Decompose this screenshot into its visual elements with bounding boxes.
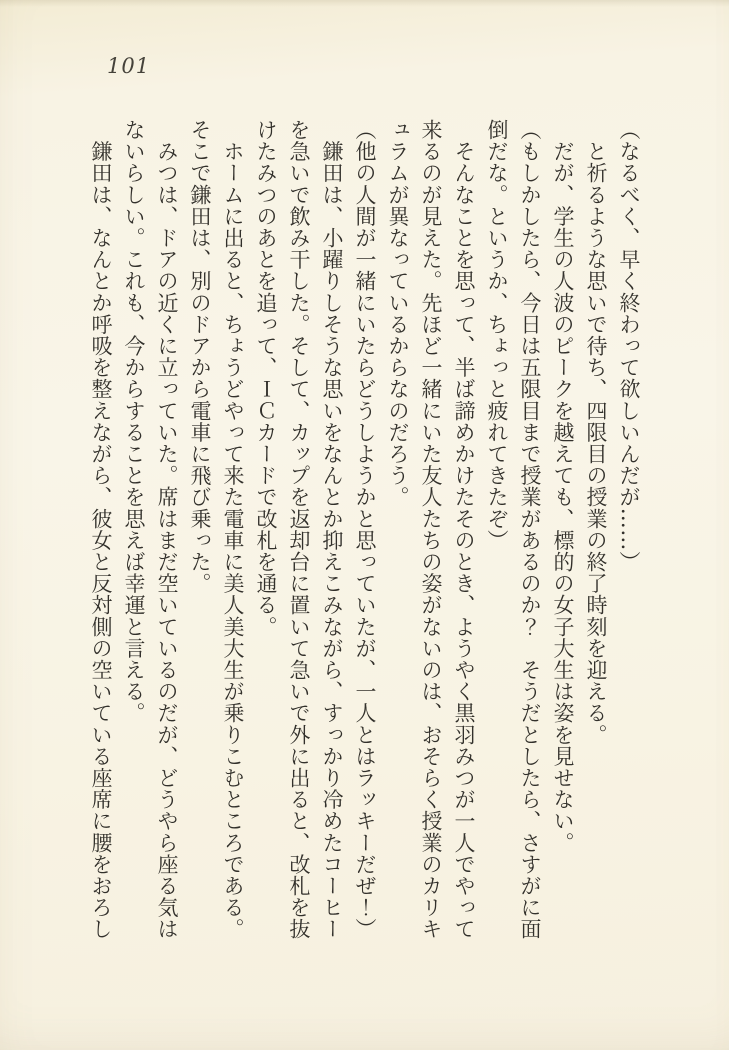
page-number: 101 [107,54,151,78]
text-column: そこで鎌田は、別のドアから電車に飛び乗った。 [188,119,212,595]
text-column: そんなことを思って、半ば諦めかけたそのとき、ようやく黒羽みつが一人でやって [452,119,476,940]
text-column: （他の人間が一緒にいたらどうしようかと思っていたが、一人とはラッキーだぜ！） [353,119,377,940]
text-column: だが、学生の人波のピークを越えても、標的の女子大生は姿を見せない。 [551,119,575,854]
text-column: （もしかしたら、今日は五限目まで授業があるのか？ そうだとしたら、さすがに面 [518,119,542,940]
text-column: ないらしい。これも、今からすることを思えば幸運と言える。 [122,119,146,724]
text-column: 来るのが見えた。先ほど一緒にいた友人たちの姿がないのは、おそらく授業のカリキ [419,119,443,940]
scan-edge-shadow [0,0,729,7]
text-column: （なるべく、早く終わって欲しいんだが……） [617,119,641,573]
text-column: ュラムが異なっているからなのだろう。 [386,119,410,508]
text-column: ホームに出ると、ちょうどやって来た電車に美人美大生が乗りこむところである。 [221,119,245,940]
text-column: 鎌田は、小躍りしそうな思いをなんとか抑えこみながら、すっかり冷めたコーヒー [320,119,344,940]
vertical-text-block [84,119,645,955]
text-column: けたみつのあとを追って、ＩＣカードで改札を通る。 [254,119,278,638]
text-column: みつは、ドアの近くに立っていた。席はまだ空いているのだが、どうやら座る気は [155,119,179,940]
text-column: 倒だな。というか、ちょっと疲れてきたぞ） [485,119,509,551]
text-column: を急いで飲み干した。そして、カップを返却台に置いて急いで外に出ると、改札を抜 [287,119,311,940]
text-column: と祈るような思いで待ち、四限目の授業の終了時刻を迎える。 [584,119,608,746]
text-column: 鎌田は、なんとか呼吸を整えながら、彼女と反対側の空いている座席に腰をおろし [89,119,113,940]
